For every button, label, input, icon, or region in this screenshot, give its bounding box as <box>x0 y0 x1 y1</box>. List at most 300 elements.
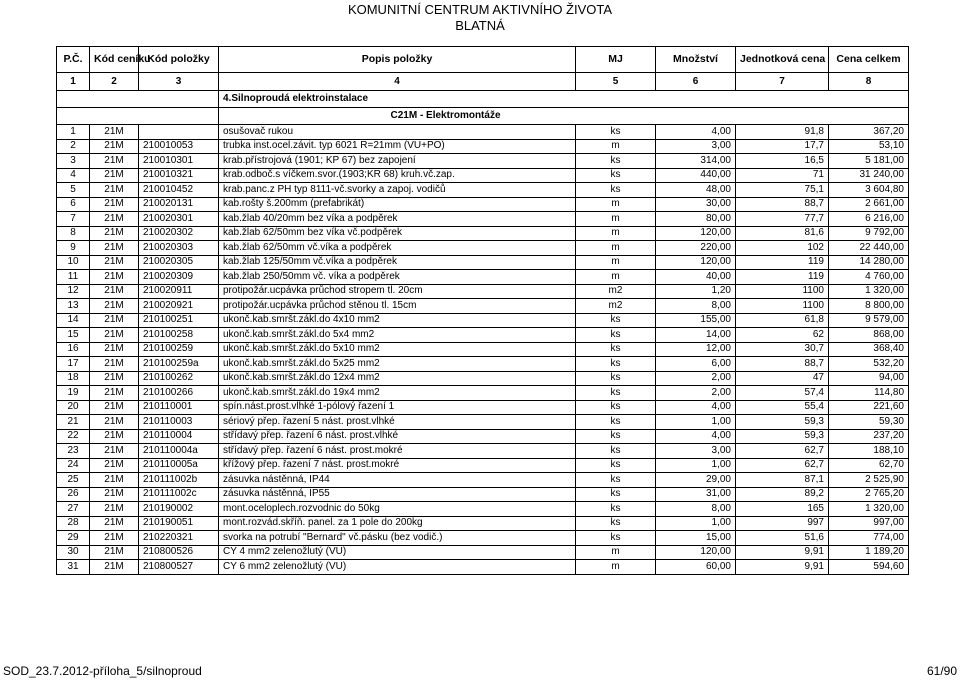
cell-row-number: 19 <box>57 386 90 401</box>
cell-unit: ks <box>576 487 656 502</box>
cell-quantity: 15,00 <box>656 531 736 546</box>
table-row <box>57 139 909 154</box>
header-row <box>57 47 909 73</box>
table-row <box>57 270 909 285</box>
cell-item-code: 210110003 <box>139 415 219 430</box>
cell-item-description: ukonč.kab.smršt.zákl.do 12x4 mm2 <box>219 371 576 386</box>
cell-pricelist-code: 21M <box>90 139 139 154</box>
cell-total-price: 368,40 <box>829 342 909 357</box>
cell-row-number: 4 <box>57 168 90 183</box>
cell-unit-price: 59,3 <box>736 429 829 444</box>
cell-item-description: kab.žlab 62/50mm vč.víka a podpěrek <box>219 241 576 256</box>
cell-item-description: spín.nást.prost.vlhké 1-pólový řazení 1 <box>219 400 576 415</box>
cell-unit-price: 102 <box>736 241 829 256</box>
cell-row-number: 15 <box>57 328 90 343</box>
cell-total-price: 22 440,00 <box>829 241 909 256</box>
cell-quantity: 48,00 <box>656 183 736 198</box>
cell-pricelist-code: 21M <box>90 183 139 198</box>
cell-row-number: 31 <box>57 560 90 575</box>
cell-unit-price: 16,5 <box>736 154 829 169</box>
cell-item-code: 210020301 <box>139 212 219 227</box>
cell-quantity: 120,00 <box>656 226 736 241</box>
footer-page-number: 61/90 <box>926 664 957 678</box>
cell-unit: m <box>576 212 656 227</box>
cell-item-code: 210020302 <box>139 226 219 241</box>
cell-pricelist-code: 21M <box>90 502 139 517</box>
cell-unit: ks <box>576 458 656 473</box>
cell-pricelist-code: 21M <box>90 241 139 256</box>
cell-total-price: 367,20 <box>829 125 909 140</box>
cell-item-description: kab.rošty š.200mm (prefabrikát) <box>219 197 576 212</box>
cell-item-code: 210190002 <box>139 502 219 517</box>
cell-item-description: střídavý přep. řazení 6 nást. prost.vlhké <box>219 429 576 444</box>
cell-total-price: 532,20 <box>829 357 909 372</box>
cell-total-price: 3 604,80 <box>829 183 909 198</box>
cell-pricelist-code: 21M <box>90 560 139 575</box>
cell-item-code: 210110005a <box>139 458 219 473</box>
cell-item-description: protipožár.ucpávka průchod stropem tl. 20cm <box>219 284 576 299</box>
cell-total-price: 2 525,90 <box>829 473 909 488</box>
cell-item-code: 210100251 <box>139 313 219 328</box>
cell-row-number: 13 <box>57 299 90 314</box>
cell-total-price: 9 579,00 <box>829 313 909 328</box>
cell-pricelist-code: 21M <box>90 125 139 140</box>
cell-unit: m2 <box>576 299 656 314</box>
cell-pricelist-code: 21M <box>90 444 139 459</box>
cell-total-price: 997,00 <box>829 516 909 531</box>
cell-item-code: 210020305 <box>139 255 219 270</box>
cell-row-number: 11 <box>57 270 90 285</box>
cell-unit-price: 59,3 <box>736 415 829 430</box>
table-row <box>57 502 909 517</box>
cell-quantity: 2,00 <box>656 386 736 401</box>
table-row <box>57 516 909 531</box>
cell-quantity: 14,00 <box>656 328 736 343</box>
cell-unit: ks <box>576 415 656 430</box>
cell-row-number: 21 <box>57 415 90 430</box>
cell-unit-price: 61,8 <box>736 313 829 328</box>
cell-item-code: 210020911 <box>139 284 219 299</box>
cell-quantity: 60,00 <box>656 560 736 575</box>
cell-quantity: 1,20 <box>656 284 736 299</box>
cell-item-code: 210111002c <box>139 487 219 502</box>
cell-unit: m <box>576 241 656 256</box>
cell-item-description: křížový přep. řazení 7 nást. prost.mokré <box>219 458 576 473</box>
cell-item-description: kab.žlab 250/50mm vč. víka a podpěrek <box>219 270 576 285</box>
cell-unit-price: 75,1 <box>736 183 829 198</box>
cell-total-price: 59,30 <box>829 415 909 430</box>
cell-pricelist-code: 21M <box>90 516 139 531</box>
cell-item-code: 210010053 <box>139 139 219 154</box>
cell-unit-price: 91,8 <box>736 125 829 140</box>
cell-row-number: 2 <box>57 139 90 154</box>
table-row <box>57 183 909 198</box>
cell-unit-price: 88,7 <box>736 197 829 212</box>
cell-row-number: 16 <box>57 342 90 357</box>
cell-unit-price: 165 <box>736 502 829 517</box>
cell-unit: ks <box>576 168 656 183</box>
table-row <box>57 154 909 169</box>
cell-quantity: 30,00 <box>656 197 736 212</box>
cell-row-number: 27 <box>57 502 90 517</box>
cell-unit-price: 81,6 <box>736 226 829 241</box>
table-row <box>57 415 909 430</box>
document-title: KOMUNITNÍ CENTRUM AKTIVNÍHO ŽIVOTA <box>347 2 613 17</box>
cell-total-price: 94,00 <box>829 371 909 386</box>
cell-total-price: 114,80 <box>829 386 909 401</box>
cell-unit: ks <box>576 516 656 531</box>
cell-unit: m <box>576 197 656 212</box>
cell-unit-price: 47 <box>736 371 829 386</box>
table-row <box>57 212 909 227</box>
cell-unit-price: 57,4 <box>736 386 829 401</box>
table-row <box>57 545 909 560</box>
cell-unit: ks <box>576 342 656 357</box>
cell-total-price: 1 320,00 <box>829 284 909 299</box>
cell-item-code: 210020303 <box>139 241 219 256</box>
cell-unit-price: 62,7 <box>736 444 829 459</box>
cell-item-code: 210020309 <box>139 270 219 285</box>
cell-item-code: 210110004 <box>139 429 219 444</box>
cell-unit-price: 55,4 <box>736 400 829 415</box>
cell-item-code: 210800526 <box>139 545 219 560</box>
table-row <box>57 197 909 212</box>
cell-unit-price: 1100 <box>736 284 829 299</box>
cell-pricelist-code: 21M <box>90 473 139 488</box>
cell-quantity: 6,00 <box>656 357 736 372</box>
cell-total-price: 9 792,00 <box>829 226 909 241</box>
cell-pricelist-code: 21M <box>90 415 139 430</box>
cell-unit: ks <box>576 357 656 372</box>
cell-item-code <box>139 125 219 140</box>
cell-item-description: protipožár.ucpávka průchod stěnou tl. 15cm <box>219 299 576 314</box>
cell-item-code: 210010321 <box>139 168 219 183</box>
cell-quantity: 1,00 <box>656 516 736 531</box>
cell-row-number: 29 <box>57 531 90 546</box>
cell-unit: m <box>576 545 656 560</box>
section-title: 4.Silnoproudá elektroinstalace <box>219 91 909 108</box>
cell-pricelist-code: 21M <box>90 284 139 299</box>
cell-quantity: 1,00 <box>656 415 736 430</box>
cell-item-description: mont.rozvád.skříň. panel. za 1 pole do 200kg <box>219 516 576 531</box>
cell-row-number: 26 <box>57 487 90 502</box>
table-row <box>57 328 909 343</box>
cell-pricelist-code: 21M <box>90 226 139 241</box>
cell-pricelist-code: 21M <box>90 313 139 328</box>
table-row <box>57 342 909 357</box>
cell-pricelist-code: 21M <box>90 328 139 343</box>
table-row <box>57 444 909 459</box>
cell-item-code: 210220321 <box>139 531 219 546</box>
cell-total-price: 62,70 <box>829 458 909 473</box>
cell-row-number: 24 <box>57 458 90 473</box>
cell-item-description: kab.žlab 40/20mm bez víka a podpěrek <box>219 212 576 227</box>
cell-item-code: 210020921 <box>139 299 219 314</box>
cell-total-price: 31 240,00 <box>829 168 909 183</box>
footer-filename: SOD_23.7.2012-příloha_5/silnoproud <box>3 664 202 678</box>
cell-unit-price: 17,7 <box>736 139 829 154</box>
header-cell-kod-ceniku: Kód ceníku <box>90 47 139 73</box>
cell-quantity: 12,00 <box>656 342 736 357</box>
cell-item-description: kab.žlab 62/50mm bez víka vč.podpěrek <box>219 226 576 241</box>
cell-unit-price: 88,7 <box>736 357 829 372</box>
cell-item-code: 210100262 <box>139 371 219 386</box>
cell-total-price: 2 765,20 <box>829 487 909 502</box>
subsection-row <box>57 108 909 125</box>
cell-unit: ks <box>576 313 656 328</box>
cell-unit: ks <box>576 400 656 415</box>
cell-unit-price: 77,7 <box>736 212 829 227</box>
cell-quantity: 4,00 <box>656 429 736 444</box>
table-row <box>57 241 909 256</box>
cell-quantity: 4,00 <box>656 125 736 140</box>
cell-row-number: 10 <box>57 255 90 270</box>
cell-quantity: 155,00 <box>656 313 736 328</box>
cell-item-description: ukonč.kab.smršt.zákl.do 5x4 mm2 <box>219 328 576 343</box>
budget-table <box>56 46 909 575</box>
cell-row-number: 20 <box>57 400 90 415</box>
cell-total-price: 6 216,00 <box>829 212 909 227</box>
header-cell-kod-polozky: Kód položky <box>139 47 219 73</box>
cell-quantity: 80,00 <box>656 212 736 227</box>
cell-total-price: 594,60 <box>829 560 909 575</box>
cell-unit: ks <box>576 473 656 488</box>
cell-row-number: 25 <box>57 473 90 488</box>
table-row <box>57 357 909 372</box>
cell-unit-price: 30,7 <box>736 342 829 357</box>
cell-item-code: 210800527 <box>139 560 219 575</box>
cell-quantity: 4,00 <box>656 400 736 415</box>
cell-total-price: 2 661,00 <box>829 197 909 212</box>
cell-row-number: 8 <box>57 226 90 241</box>
table-row <box>57 299 909 314</box>
cell-item-description: ukonč.kab.smršt.zákl.do 5x10 mm2 <box>219 342 576 357</box>
table-row <box>57 255 909 270</box>
cell-unit: m <box>576 255 656 270</box>
cell-item-code: 210020131 <box>139 197 219 212</box>
cell-unit-price: 87,1 <box>736 473 829 488</box>
cell-unit-price: 62 <box>736 328 829 343</box>
cell-item-description: trubka inst.ocel.závit. typ 6021 R=21mm (VU+PO) <box>219 139 576 154</box>
cell-pricelist-code: 21M <box>90 212 139 227</box>
cell-unit: ks <box>576 328 656 343</box>
cell-unit: ks <box>576 154 656 169</box>
column-number: 5 <box>576 73 656 91</box>
header-cell-poradove-cislo: P.Č. <box>57 47 90 73</box>
column-number: 1 <box>57 73 90 91</box>
cell-pricelist-code: 21M <box>90 458 139 473</box>
table-row <box>57 125 909 140</box>
cell-quantity: 314,00 <box>656 154 736 169</box>
cell-item-description: CY 4 mm2 zelenožlutý (VU) <box>219 545 576 560</box>
column-number: 2 <box>90 73 139 91</box>
cell-item-code: 210010452 <box>139 183 219 198</box>
table-row <box>57 284 909 299</box>
cell-pricelist-code: 21M <box>90 429 139 444</box>
cell-pricelist-code: 21M <box>90 400 139 415</box>
cell-item-description: krab.odboč.s víčkem.svor.(1903;KR 68) kruh.vč.zap. <box>219 168 576 183</box>
cell-unit: m <box>576 270 656 285</box>
cell-row-number: 18 <box>57 371 90 386</box>
cell-item-description: ukonč.kab.smršt.zákl.do 4x10 mm2 <box>219 313 576 328</box>
cell-unit-price: 89,2 <box>736 487 829 502</box>
cell-quantity: 120,00 <box>656 255 736 270</box>
cell-quantity: 29,00 <box>656 473 736 488</box>
cell-row-number: 22 <box>57 429 90 444</box>
column-number-row <box>57 73 909 91</box>
cell-pricelist-code: 21M <box>90 255 139 270</box>
cell-unit: m <box>576 139 656 154</box>
table-row <box>57 386 909 401</box>
cell-unit: m2 <box>576 284 656 299</box>
cell-unit: ks <box>576 183 656 198</box>
cell-quantity: 440,00 <box>656 168 736 183</box>
cell-total-price: 188,10 <box>829 444 909 459</box>
cell-unit: ks <box>576 531 656 546</box>
table-row <box>57 560 909 575</box>
cell-unit-price: 62,7 <box>736 458 829 473</box>
cell-row-number: 7 <box>57 212 90 227</box>
cell-item-code: 210110004a <box>139 444 219 459</box>
empty-cell <box>57 91 219 108</box>
cell-total-price: 8 800,00 <box>829 299 909 314</box>
cell-quantity: 220,00 <box>656 241 736 256</box>
column-number: 6 <box>656 73 736 91</box>
cell-pricelist-code: 21M <box>90 197 139 212</box>
cell-quantity: 8,00 <box>656 502 736 517</box>
cell-item-description: svorka na potrubí "Bernard" vč.pásku (bez vodič.) <box>219 531 576 546</box>
cell-item-description: sériový přep. řazení 5 nást. prost.vlhké <box>219 415 576 430</box>
cell-item-code: 210010301 <box>139 154 219 169</box>
cell-row-number: 3 <box>57 154 90 169</box>
cell-quantity: 40,00 <box>656 270 736 285</box>
cell-item-code: 210110001 <box>139 400 219 415</box>
cell-pricelist-code: 21M <box>90 299 139 314</box>
document-subtitle: BLATNÁ <box>455 18 505 33</box>
cell-unit: ks <box>576 502 656 517</box>
cell-item-description: zásuvka nástěnná, IP55 <box>219 487 576 502</box>
cell-pricelist-code: 21M <box>90 357 139 372</box>
cell-quantity: 3,00 <box>656 444 736 459</box>
table-row <box>57 531 909 546</box>
table-row <box>57 313 909 328</box>
cell-row-number: 23 <box>57 444 90 459</box>
cell-quantity: 1,00 <box>656 458 736 473</box>
cell-item-code: 210100259 <box>139 342 219 357</box>
cell-total-price: 1 189,20 <box>829 545 909 560</box>
cell-unit-price: 51,6 <box>736 531 829 546</box>
cell-total-price: 14 280,00 <box>829 255 909 270</box>
cell-quantity: 120,00 <box>656 545 736 560</box>
cell-item-code: 210100259a <box>139 357 219 372</box>
cell-unit-price: 1100 <box>736 299 829 314</box>
cell-item-description: osušovač rukou <box>219 125 576 140</box>
cell-row-number: 17 <box>57 357 90 372</box>
cell-unit-price: 9,91 <box>736 560 829 575</box>
cell-pricelist-code: 21M <box>90 545 139 560</box>
header-cell-mj: MJ <box>576 47 656 73</box>
cell-unit: ks <box>576 125 656 140</box>
table-row <box>57 429 909 444</box>
cell-pricelist-code: 21M <box>90 154 139 169</box>
column-number: 3 <box>139 73 219 91</box>
cell-unit-price: 119 <box>736 270 829 285</box>
cell-item-code: 210100258 <box>139 328 219 343</box>
cell-quantity: 8,00 <box>656 299 736 314</box>
cell-item-description: střídavý přep. řazení 6 nást. prost.mokré <box>219 444 576 459</box>
cell-item-description: CY 6 mm2 zelenožlutý (VU) <box>219 560 576 575</box>
cell-total-price: 774,00 <box>829 531 909 546</box>
cell-pricelist-code: 21M <box>90 487 139 502</box>
table-row <box>57 487 909 502</box>
section-row <box>57 91 909 108</box>
cell-total-price: 237,20 <box>829 429 909 444</box>
cell-quantity: 31,00 <box>656 487 736 502</box>
cell-pricelist-code: 21M <box>90 531 139 546</box>
cell-item-description: ukonč.kab.smršt.zákl.do 19x4 mm2 <box>219 386 576 401</box>
cell-unit: ks <box>576 429 656 444</box>
cell-total-price: 1 320,00 <box>829 502 909 517</box>
cell-unit: ks <box>576 386 656 401</box>
empty-cell <box>57 108 219 125</box>
table-row <box>57 458 909 473</box>
cell-item-description: ukonč.kab.smršt.zákl.do 5x25 mm2 <box>219 357 576 372</box>
cell-total-price: 4 760,00 <box>829 270 909 285</box>
cell-item-description: zásuvka nástěnná, IP44 <box>219 473 576 488</box>
cell-item-code: 210111002b <box>139 473 219 488</box>
cell-row-number: 9 <box>57 241 90 256</box>
cell-total-price: 5 181,00 <box>829 154 909 169</box>
table-row <box>57 473 909 488</box>
cell-unit: m <box>576 226 656 241</box>
cell-unit-price: 119 <box>736 255 829 270</box>
cell-pricelist-code: 21M <box>90 386 139 401</box>
cell-row-number: 1 <box>57 125 90 140</box>
table-row <box>57 371 909 386</box>
table-row <box>57 168 909 183</box>
cell-quantity: 3,00 <box>656 139 736 154</box>
cell-unit-price: 9,91 <box>736 545 829 560</box>
cell-unit-price: 997 <box>736 516 829 531</box>
cell-pricelist-code: 21M <box>90 371 139 386</box>
cell-row-number: 14 <box>57 313 90 328</box>
cell-quantity: 2,00 <box>656 371 736 386</box>
column-number: 4 <box>219 73 576 91</box>
cell-row-number: 6 <box>57 197 90 212</box>
cell-item-description: mont.oceloplech.rozvodnic do 50kg <box>219 502 576 517</box>
cell-pricelist-code: 21M <box>90 270 139 285</box>
cell-item-description: krab.panc.z PH typ 8111-vč.svorky a zapoj. vodičů <box>219 183 576 198</box>
cell-total-price: 221,60 <box>829 400 909 415</box>
subsection-title: C21M - Elektromontáže <box>219 108 909 125</box>
table-row <box>57 400 909 415</box>
cell-unit: m <box>576 560 656 575</box>
cell-row-number: 28 <box>57 516 90 531</box>
cell-item-description: krab.přístrojová (1901; KP 67) bez zapojení <box>219 154 576 169</box>
cell-item-description: kab.žlab 125/50mm vč.víka a podpěrek <box>219 255 576 270</box>
cell-unit-price: 71 <box>736 168 829 183</box>
cell-row-number: 30 <box>57 545 90 560</box>
header-cell-mnozstvi: Množství <box>656 47 736 73</box>
header-cell-cena-celkem: Cena celkem <box>829 47 909 73</box>
table-row <box>57 226 909 241</box>
cell-row-number: 5 <box>57 183 90 198</box>
header-cell-popis-polozky: Popis položky <box>219 47 576 73</box>
cell-item-code: 210100266 <box>139 386 219 401</box>
header-cell-jednotkova-cena: Jednotková cena <box>736 47 829 73</box>
cell-item-code: 210190051 <box>139 516 219 531</box>
column-number: 7 <box>736 73 829 91</box>
